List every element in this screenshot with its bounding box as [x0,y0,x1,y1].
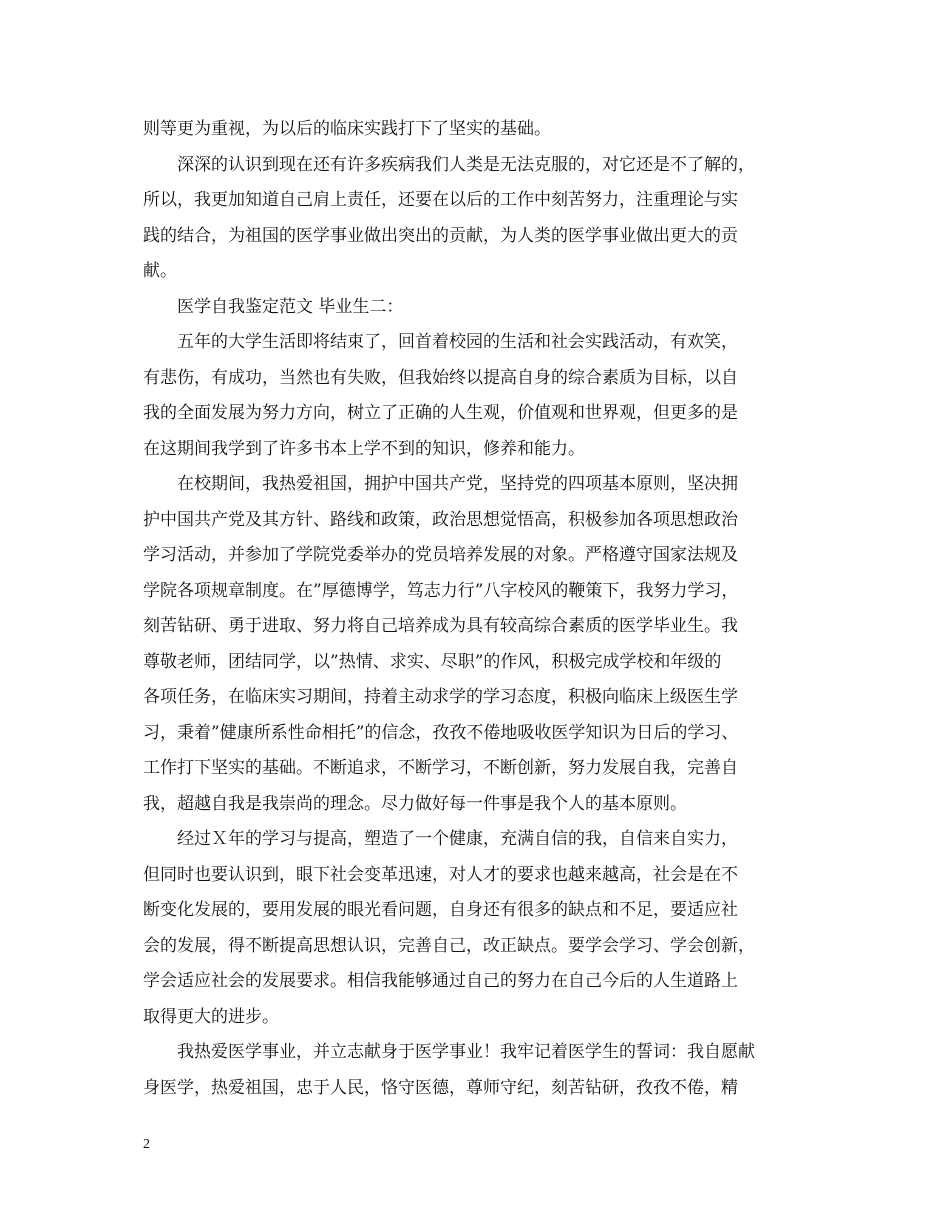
body-text [143,112,803,1106]
text-line: 刻苦钻研、勇于进取、努力将自己培养成为具有较高综合素质的医学毕业生。我 [143,616,738,636]
text-line: 有悲伤，有成功，当然也有失败，但我始终以提高自身的综合素质为目标，以自 [143,367,738,388]
text-line: 践的结合，为祖国的医学事业做出突出的贡献，为人类的医学事业做出更大的贡 [143,225,738,246]
text-line: 献。 [143,261,177,281]
text-line: 所以，我更加知道自己肩上责任，还要在以后的工作中刻苦努力，注重理论与实 [143,190,738,210]
text-line: 护中国共产党及其方针、路线和政策，政治思想觉悟高，积极参加各项思想政治 [143,509,738,530]
text-line: 我的全面发展为努力方向，树立了正确的人生观，价值观和世界观，但更多的是 [143,403,738,423]
text-line: 会的发展，得不断提高思想认识，完善自己，改正缺点。要学会学习、学会创新， [143,935,755,956]
text-line: 五年的大学生活即将结束了，回首着校园的生活和社会实践活动，有欢笑， [177,332,738,352]
text-line: 学习活动，并参加了学院党委举办的党员培养发展的对象。严格遵守国家法规及 [143,545,738,565]
text-line: 断变化发展的，要用发展的眼光看问题，自身还有很多的缺点和不足，要适应社 [143,900,738,920]
text-line: 身医学，热爱祖国，忠于人民，恪守医德，尊师守纪，刻苦钻研，孜孜不倦，精 [143,1077,738,1098]
text-line: 学院各项规章制度。在”厚德博学，笃志力行”八字校风的鞭策下，我努力学习， [143,580,739,601]
text-line: 工作打下坚实的基础。不断追求，不断学习，不断创新，努力发展自我，完善自 [143,758,738,778]
text-line: 各项任务，在临床实习期间，持着主动求学的学习态度，积极向临床上级医生学 [143,687,738,707]
page-number: 2 [143,1137,150,1152]
text-line: 医学自我鉴定范文 毕业生二： [177,296,404,317]
text-line: 在校期间，我热爱祖国，拥护中国共产党，坚持党的四项基本原则，坚决拥 [177,474,738,494]
text-line: 学会适应社会的发展要求。相信我能够通过自己的努力在自己今后的人生道路上 [143,971,738,991]
text-line: 我热爱医学事业，并立志献身于医学事业！我牢记着医学生的誓词：我自愿献 [177,1042,755,1062]
text-line: 则等更为重视，为以后的临床实践打下了坚实的基础。 [143,119,551,139]
text-line: 习，秉着”健康所系性命相托”的信念，孜孜不倦地吸收医学知识为日后的学习、 [143,722,739,743]
text-line: 取得更大的进步。 [143,1006,279,1027]
text-line: 经过Ｘ年的学习与提高，塑造了一个健康，充满自信的我，自信来自实力， [177,829,738,849]
text-line: 尊敬老师，团结同学，以”热情、求实、尽职”的作风，积极完成学校和年级的 [143,651,722,672]
text-line: 深深的认识到现在还有许多疾病我们人类是无法克服的，对它还是不了解的， [177,154,755,175]
text-line: 在这期间我学到了许多书本上学不到的知识，修养和能力。 [143,438,585,459]
text-line: 我，超越自我是我崇尚的理念。尽力做好每一件事是我个人的基本原则。 [143,793,687,814]
text-line: 但同时也要认识到，眼下社会变革迅速，对人才的要求也越来越高，社会是在不 [143,864,738,885]
